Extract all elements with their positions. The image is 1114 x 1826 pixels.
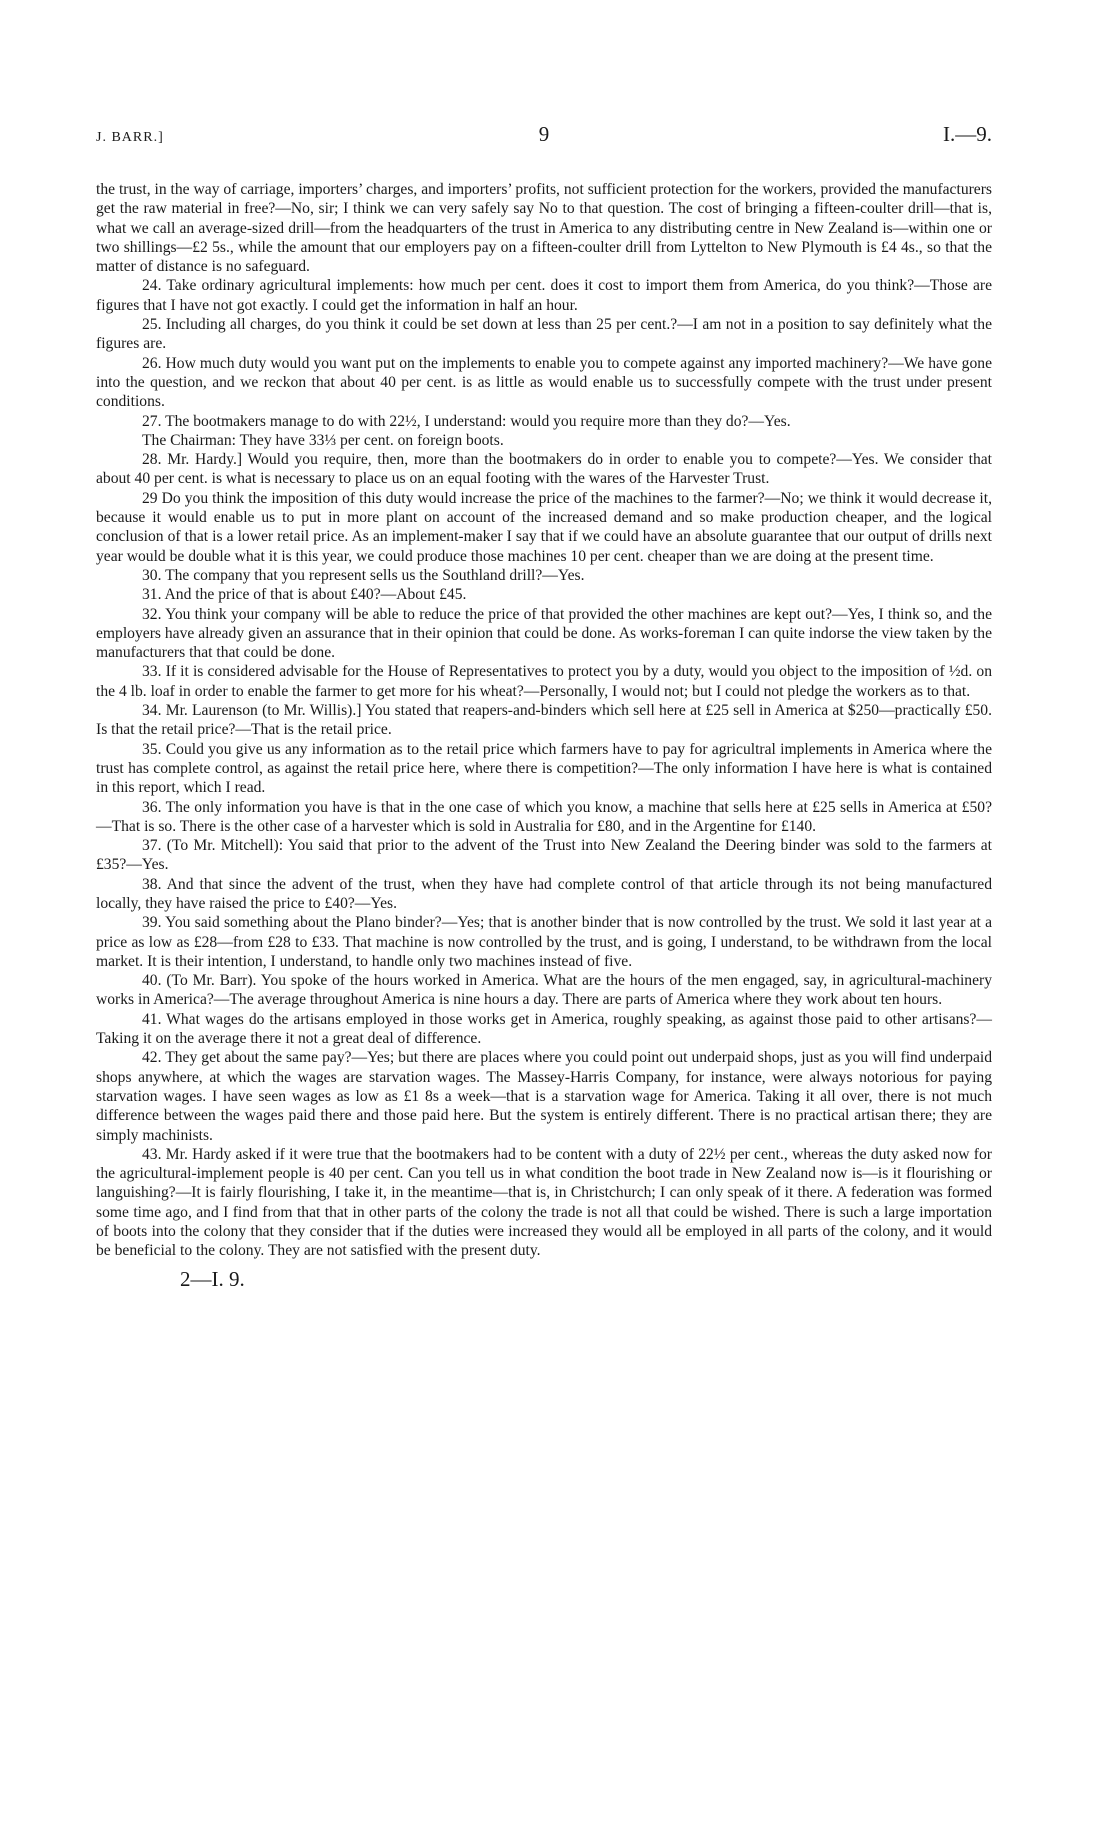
paragraph-q43: 43. Mr. Hardy asked if it were true that the bootmakers had to be content with a duty of 22½ per cent., whereas the duty asked now for the agricultural-implement people is 40 per cent. Can you tell us in what condition the boot trade in New Zealand now is—is it flourishing or languishing?—It is fairly flourishing, I take it, in the meantime—that is, in Christchurch; I can only speak of it there. A federation was formed some time ago, and I find from that that in other parts of the colony the trade is not all that could be wished. There is such a large importation of boots into the colony that they consider that if the duties were increased they would all be employed in all parts of the colony, and it would be beneficial to the colony. They are not satisfied with the present duty. bbox=[96, 1145, 992, 1260]
paragraph-q42: 42. They get about the same pay?—Yes; but there are places where you could point out underpaid shops, just as you will find underpaid shops anywhere, at which the wages are starvation wages. The Massey-Harris Company, for instance, were always notorious for paying starvation wages. I have seen wages as low as £1 8s a week—that is a starvation wage for America. Taking it all over, there is not much difference between the wages paid there and those paid here. But the system is entirely different. There is no practical artisan there; they are simply machinists. bbox=[96, 1049, 992, 1144]
document-body bbox=[96, 180, 992, 1261]
document-page bbox=[96, 118, 992, 1292]
paragraph-q25: 25. Including all charges, do you think it could be set down at less than 25 per cent.?—I am not in a position to say definitely what the figures are. bbox=[96, 316, 992, 353]
paragraph-chairman-remark: The Chairman: They have 33⅓ per cent. on foreign boots. bbox=[142, 431, 504, 449]
paragraph-q34: 34. Mr. Laurenson (to Mr. Willis).] You stated that reapers-and-binders which sell here at £25 sell in America at $250—practically £50. Is that the retail price?—That is the retail price. bbox=[96, 702, 992, 739]
paragraph-q27: 27. The bootmakers manage to do with 22½, I understand: would you require more than they do?—Yes. bbox=[142, 412, 791, 430]
paragraph-q40: 40. (To Mr. Barr). You spoke of the hours worked in America. What are the hours of the men engaged, say, in agricultural-machinery works in America?—The average throughout America is nine hours a day. There are parts of America where they work about ten hours. bbox=[96, 972, 992, 1009]
paragraph-q28: 28. Mr. Hardy.] Would you require, then, more than the bootmakers do in order to enable you to compete?—Yes. We consider that about 40 per cent. is what is necessary to place us on an equal footing with the wares of the Harvester Trust. bbox=[96, 451, 992, 488]
paragraph-q31: 31. And the price of that is about £40?—About £45. bbox=[142, 586, 467, 604]
page-number: 9 bbox=[538, 122, 550, 146]
paragraph-q29: 29 Do you think the imposition of this duty would increase the price of the machines to the farmer?—No; we think it would decrease it, because it would enable us to put in more plant on account of the increased demand and so make production cheaper, and the logical conclusion of that is a lower retail price. As an implement-maker I say that if we could have an absolute guarantee that our output of drills next year would be double what it is this year, we could produce those machines 10 per cent. cheaper than we are doing at the present time. bbox=[96, 489, 992, 565]
paragraph-q26: 26. How much duty would you want put on the implements to enable you to compete against any imported machinery?—We have gone into the question, and we reckon that about 40 per cent. is as little as would enable us to successfully compete with the trust under present conditions. bbox=[96, 354, 992, 411]
paragraph-q39: 39. You said something about the Plano binder?—Yes; that is another binder that is now controlled by the trust. We sold it last year at a price as low as £28—from £28 to £33. That machine is now controlled by the trust, and is going, I understand, to be withdrawn from the local market. It is their intention, I understand, to handle only two machines instead of five. bbox=[96, 914, 992, 970]
paragraph-q41: 41. What wages do the artisans employed in those works get in America, roughly speaking, as against those paid to other artisans?—Taking it on the average there it not a great deal of difference. bbox=[96, 1010, 992, 1048]
page-header bbox=[96, 118, 992, 148]
paragraph-q36: 36. The only information you have is that in the one case of which you know, a machine that sells here at £25 sells in America at £50?—That is so. There is the other case of a harvester which is sold in Australia for £80, and in the Argentine for £140. bbox=[96, 798, 992, 835]
document-reference: I.—9. bbox=[943, 122, 992, 146]
paragraph-q24: 24. Take ordinary agricultural implements: how much per cent. does it cost to import them from America, do you think?—Those are figures that I have not got exactly. I could get the information in half an hour. bbox=[96, 277, 992, 314]
printer-signature-mark: 2—I. 9. bbox=[180, 1266, 245, 1291]
paragraph-q37: 37. (To Mr. Mitchell): You said that prior to the advent of the Trust into New Zealand the Deering binder was sold to the farmers at £35?—Yes. bbox=[96, 837, 992, 874]
header-witness-name: J. BARR.] bbox=[96, 130, 164, 145]
paragraph-continuation: the trust, in the way of carriage, importers’ charges, and importers’ profits, not sufficient protection for the workers, provided the manufacturers get the raw material in free?—No, sir; I think we can very safely say No to that question. The cost of bringing a fifteen-coulter drill—that is, what we call an average-sized drill—from the headquarters of the trust in America to any distributing centre in New Zealand is—within one or two shillings—£2 5s., while the amount that our employers pay on a fifteen-coulter drill from Lyttelton to New Plymouth is £4 4s., so that the matter of distance is no safeguard. bbox=[96, 181, 992, 276]
paragraph-q32: 32. You think your company will be able to reduce the price of that provided the other machines are kept out?—Yes, I think so, and the employers have already given an assurance that in their opinion that could be done. As works-foreman I can quite indorse the view taken by the manufacturers that that could be done. bbox=[96, 605, 992, 662]
paragraph-q33: 33. If it is considered advisable for the House of Representatives to protect you by a duty, would you object to the imposition of ½d. on the 4 lb. loaf in order to enable the farmer to get more for his wheat?—Personally, I would not; but I could not pledge the workers as to that. bbox=[96, 663, 992, 700]
paragraph-q38: 38. And that since the advent of the trust, when they have had complete control of that article through its not being manufactured locally, they have raised the price to £40?—Yes. bbox=[96, 875, 992, 912]
paragraph-q35: 35. Could you give us any information as to the retail price which farmers have to pay for agricultral implements in America where the trust has complete control, as against the retail price here, where there is competition?—The only information I have here is what is contained in this report, which I read. bbox=[96, 740, 992, 797]
paragraph-q30: 30. The company that you represent sells us the Southland drill?—Yes. bbox=[142, 566, 585, 584]
